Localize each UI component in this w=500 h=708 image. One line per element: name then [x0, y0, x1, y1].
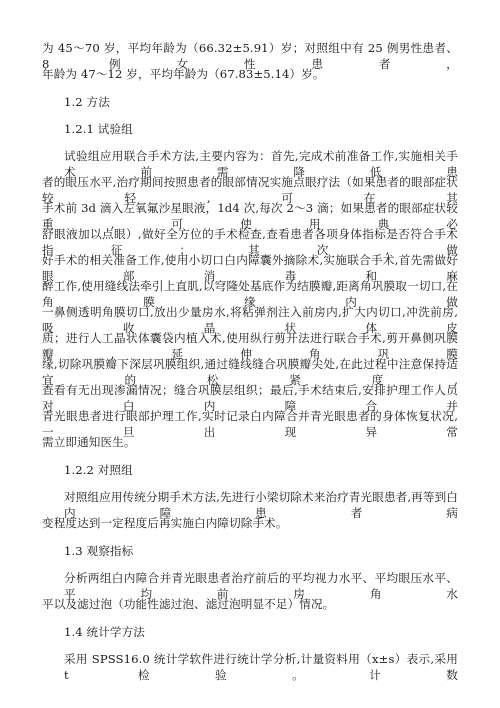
text-line: 分析两组白内障合并青光眼患者治疗前后的平均视力水平、平均眼压水平、平均前房角水 — [64, 571, 458, 601]
subsection-heading: 1.2.2 对照组 — [64, 463, 133, 477]
subsection-heading: 1.2.1 试验组 — [64, 122, 133, 136]
text-line: 醉工作,使用缝线法牵引上直肌,以穹隆处基底作为结膜瓣,距离角巩膜取一切口,在角膜缘内做 — [42, 279, 458, 309]
section-heading: 1.4 统计学方法 — [64, 625, 145, 639]
text-line: 者的眼压水平,治疗期间按照患者的眼部情况实施点眼疗法（如果患者的眼部症状较轻,可在其 — [42, 175, 458, 205]
text-line: 舒眼液加以点眼）,做好全方位的手术检查,查看患者各项身体指标是否符合手术指征；其次,做 — [42, 227, 458, 257]
text-line: 采用 SPSS16.0 统计学软件进行统计学分析,计量资料用（x±s）表示,采用 t 检验。计数 — [64, 652, 458, 682]
section-heading: 1.3 观察指标 — [64, 544, 134, 558]
text-line: 试验组应用联合手术方法,主要内容为：首先,完成术前准备工作,实施相关手术前需降低患 — [64, 149, 458, 179]
text-line: 青光眼患者进行眼部护理工作,实时记录白内障合并青光眼患者的身体恢复状况,一旦出现异常 — [42, 409, 458, 439]
section-heading: 1.2 方法 — [64, 95, 110, 109]
text-line: 需立即通知医生。 — [42, 435, 136, 449]
text-line: 缘,切除巩膜瓣下深层巩膜组织,通过缝线缝合巩膜瓣尖处,在此过程中注意保持适宜的松紧度, — [42, 357, 458, 387]
text-line: 手术前 3d 滴入左氧氟沙星眼液，1d4 次,每次 2～3 滴；如果患者的眼部症状较重,可使用典必 — [42, 201, 458, 231]
text-line: 平以及滤过泡（功能性滤过泡、滤过泡明显不足）情况。 — [42, 597, 335, 611]
text-line: 对照组应用传统分期手术方法,先进行小梁切除术来治疗青光眼患者,再等到白内障患者病 — [64, 490, 458, 520]
text-line: 查看有无出现渗漏情况；缝合巩膜层组织；最后,手术结束后,安排护理工作人员对白内障合并 — [42, 383, 458, 413]
text-line: 变程度达到一定程度后再实施白内障切除手术。 — [42, 516, 288, 530]
text-line: 一鼻侧透明角膜切口,放出少量房水,将粘弹剂注入前房内,扩大内切口,冲洗前房,吸收晶状体皮 — [42, 305, 458, 335]
text-line: 好手术的相关准备工作,使用小切口白内障囊外摘除术,实施联合手术,首先需做好眼部消毒和麻 — [42, 253, 458, 283]
text-line: 质；进行人工晶状体囊袋内植入术,使用纵行剪开法进行联合手术,剪开鼻侧巩膜瓣,延伸角巩膜 — [42, 331, 458, 361]
text-line: 年龄为 47～12 岁，平均年龄为（67.83±5.14）岁。 — [42, 67, 325, 81]
text-line: 为 45～70 岁，平均年龄为（66.32±5.91）岁；对照组中有 25 例男性患者、8 例女性患者， — [42, 41, 458, 71]
